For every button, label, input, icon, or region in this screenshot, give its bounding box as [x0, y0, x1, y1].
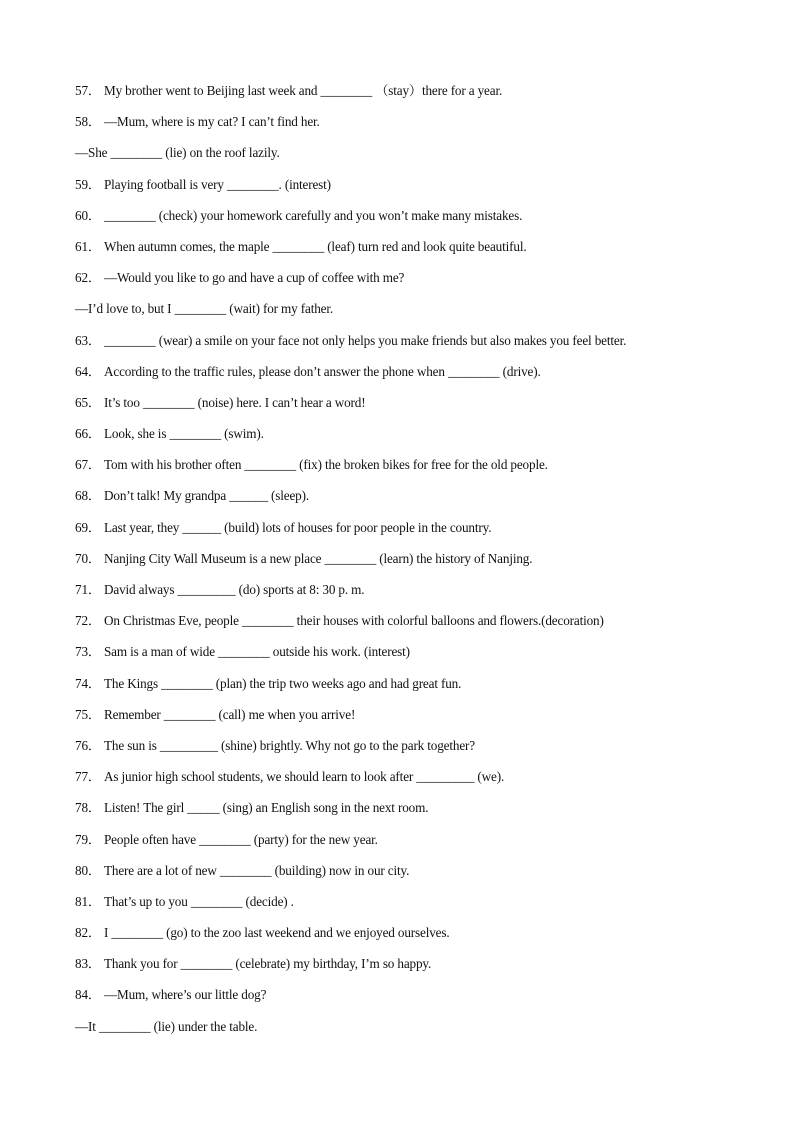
exercise-text: —Would you like to go and have a cup of coffee with me?	[104, 270, 405, 286]
exercise-number: 65．	[75, 394, 101, 410]
exercise-number: 71．	[75, 582, 101, 597]
exercise-item	[75, 485, 775, 516]
exercise-number: 59．	[75, 176, 101, 192]
exercise-text: Look, she is ________ (swim).	[104, 426, 264, 442]
exercise-number: 76．	[75, 737, 101, 753]
exercise-number: 60．	[75, 207, 101, 223]
exercise-number: 77．	[75, 769, 101, 785]
exercise-number: 74．	[75, 675, 101, 691]
exercise-number: 73．	[75, 644, 101, 660]
exercise-number: 70．	[75, 550, 101, 566]
exercise-item	[75, 80, 775, 111]
exercise-text: People often have ________ (party) for the new year.	[104, 831, 378, 847]
exercise-number: 69．	[75, 519, 101, 535]
exercise-response-line	[75, 298, 775, 329]
exercise-item	[75, 641, 775, 672]
exercise-number: 62．	[75, 270, 101, 286]
exercise-text: Nanjing City Wall Museum is a new place ________ (learn) the history of Nanjing.	[104, 550, 533, 566]
exercise-text: It’s too ________ (noise) here. I can’t hear a word!	[104, 394, 366, 410]
exercise-item	[75, 953, 775, 984]
exercise-number: 79．	[75, 831, 101, 847]
exercise-text: On Christmas Eve, people ________ their houses with colorful balloons and flowers.(decoration)	[104, 613, 604, 629]
exercise-text: Playing football is very ________. (interest)	[104, 176, 331, 192]
exercise-item	[75, 236, 775, 267]
exercise-text: Thank you for ________ (celebrate) my birthday, I’m so happy.	[104, 956, 432, 972]
exercise-number: 64．	[75, 363, 101, 379]
exercise-item	[75, 860, 775, 891]
exercise-text: —She ________ (lie) on the roof lazily.	[75, 145, 280, 161]
exercise-text: —Mum, where is my cat? I can’t find her.	[104, 114, 320, 130]
exercise-number: 66．	[75, 426, 101, 442]
exercise-number: 84．	[75, 987, 101, 1003]
exercise-item	[75, 454, 775, 485]
exercise-text: ________ (check) your homework carefully and you won’t make many mistakes.	[104, 207, 523, 223]
exercise-number: 68．	[75, 488, 101, 504]
exercise-text: According to the traffic rules, please don’t answer the phone when ________ (drive).	[104, 363, 541, 379]
exercise-list	[75, 80, 775, 1047]
exercise-item	[75, 174, 775, 205]
exercise-text: I ________ (go) to the zoo last weekend and we enjoyed ourselves.	[104, 925, 450, 941]
exercise-number: 63．	[75, 332, 101, 348]
exercise-item	[75, 984, 775, 1015]
exercise-number: 78．	[75, 800, 101, 816]
exercise-item	[75, 205, 775, 236]
exercise-item	[75, 517, 775, 548]
exercise-text: As junior high school students, we should learn to look after _________ (we).	[104, 769, 505, 785]
exercise-item	[75, 922, 775, 953]
exercise-item	[75, 797, 775, 828]
exercise-text: When autumn comes, the maple ________ (leaf) turn red and look quite beautiful.	[104, 238, 527, 254]
exercise-text: Remember ________ (call) me when you arrive!	[104, 706, 356, 722]
exercise-item	[75, 392, 775, 423]
exercise-item	[75, 704, 775, 735]
exercise-item	[75, 111, 775, 142]
exercise-text: Listen! The girl _____ (sing) an English song in the next room.	[104, 800, 429, 816]
exercise-number: 61．	[75, 238, 101, 254]
exercise-text: Tom with his brother often ________ (fix) the broken bikes for free for the old people.	[104, 457, 548, 473]
exercise-text: ________ (wear) a smile on your face not only helps you make friends but also makes you feel better.	[104, 332, 627, 348]
exercise-number: 81．	[75, 893, 101, 909]
exercise-item	[75, 548, 775, 579]
exercise-text: —Mum, where’s our little dog?	[104, 987, 267, 1003]
exercise-item	[75, 579, 775, 610]
exercise-number: 58．	[75, 114, 101, 130]
exercise-item	[75, 330, 775, 361]
exercise-item	[75, 766, 775, 797]
exercise-item	[75, 610, 775, 641]
exercise-item	[75, 891, 775, 922]
exercise-text: David always _________ (do) sports at 8: 30 p. m.	[104, 582, 365, 597]
exercise-number: 57．	[75, 83, 101, 98]
exercise-item	[75, 423, 775, 454]
exercise-item	[75, 829, 775, 860]
exercise-number: 72．	[75, 613, 101, 629]
exercise-item	[75, 673, 775, 704]
exercise-response-line	[75, 1016, 775, 1047]
exercise-text: Sam is a man of wide ________ outside his work. (interest)	[104, 644, 410, 660]
exercise-number: 82．	[75, 925, 101, 941]
exercise-number: 67．	[75, 457, 101, 473]
exercise-text: Last year, they ______ (build) lots of houses for poor people in the country.	[104, 519, 492, 535]
exercise-text: There are a lot of new ________ (building) now in our city.	[104, 862, 410, 878]
exercise-number: 83．	[75, 956, 101, 972]
exercise-text: That’s up to you ________ (decide) .	[104, 893, 294, 909]
exercise-item	[75, 267, 775, 298]
exercise-text: The Kings ________ (plan) the trip two weeks ago and had great fun.	[104, 675, 462, 691]
exercise-text: The sun is _________ (shine) brightly. Why not go to the park together?	[104, 737, 475, 753]
exercise-item	[75, 361, 775, 392]
exercise-item	[75, 735, 775, 766]
exercise-response-line	[75, 142, 775, 173]
exercise-text: —I’d love to, but I ________ (wait) for my father.	[75, 301, 334, 317]
exercise-text: —It ________ (lie) under the table.	[75, 1018, 258, 1034]
exercise-number: 75．	[75, 706, 101, 722]
exercise-text: Don’t talk! My grandpa ______ (sleep).	[104, 488, 310, 504]
exercise-text: My brother went to Beijing last week and ________ （stay）there for a year.	[104, 83, 503, 98]
exercise-number: 80．	[75, 862, 101, 878]
